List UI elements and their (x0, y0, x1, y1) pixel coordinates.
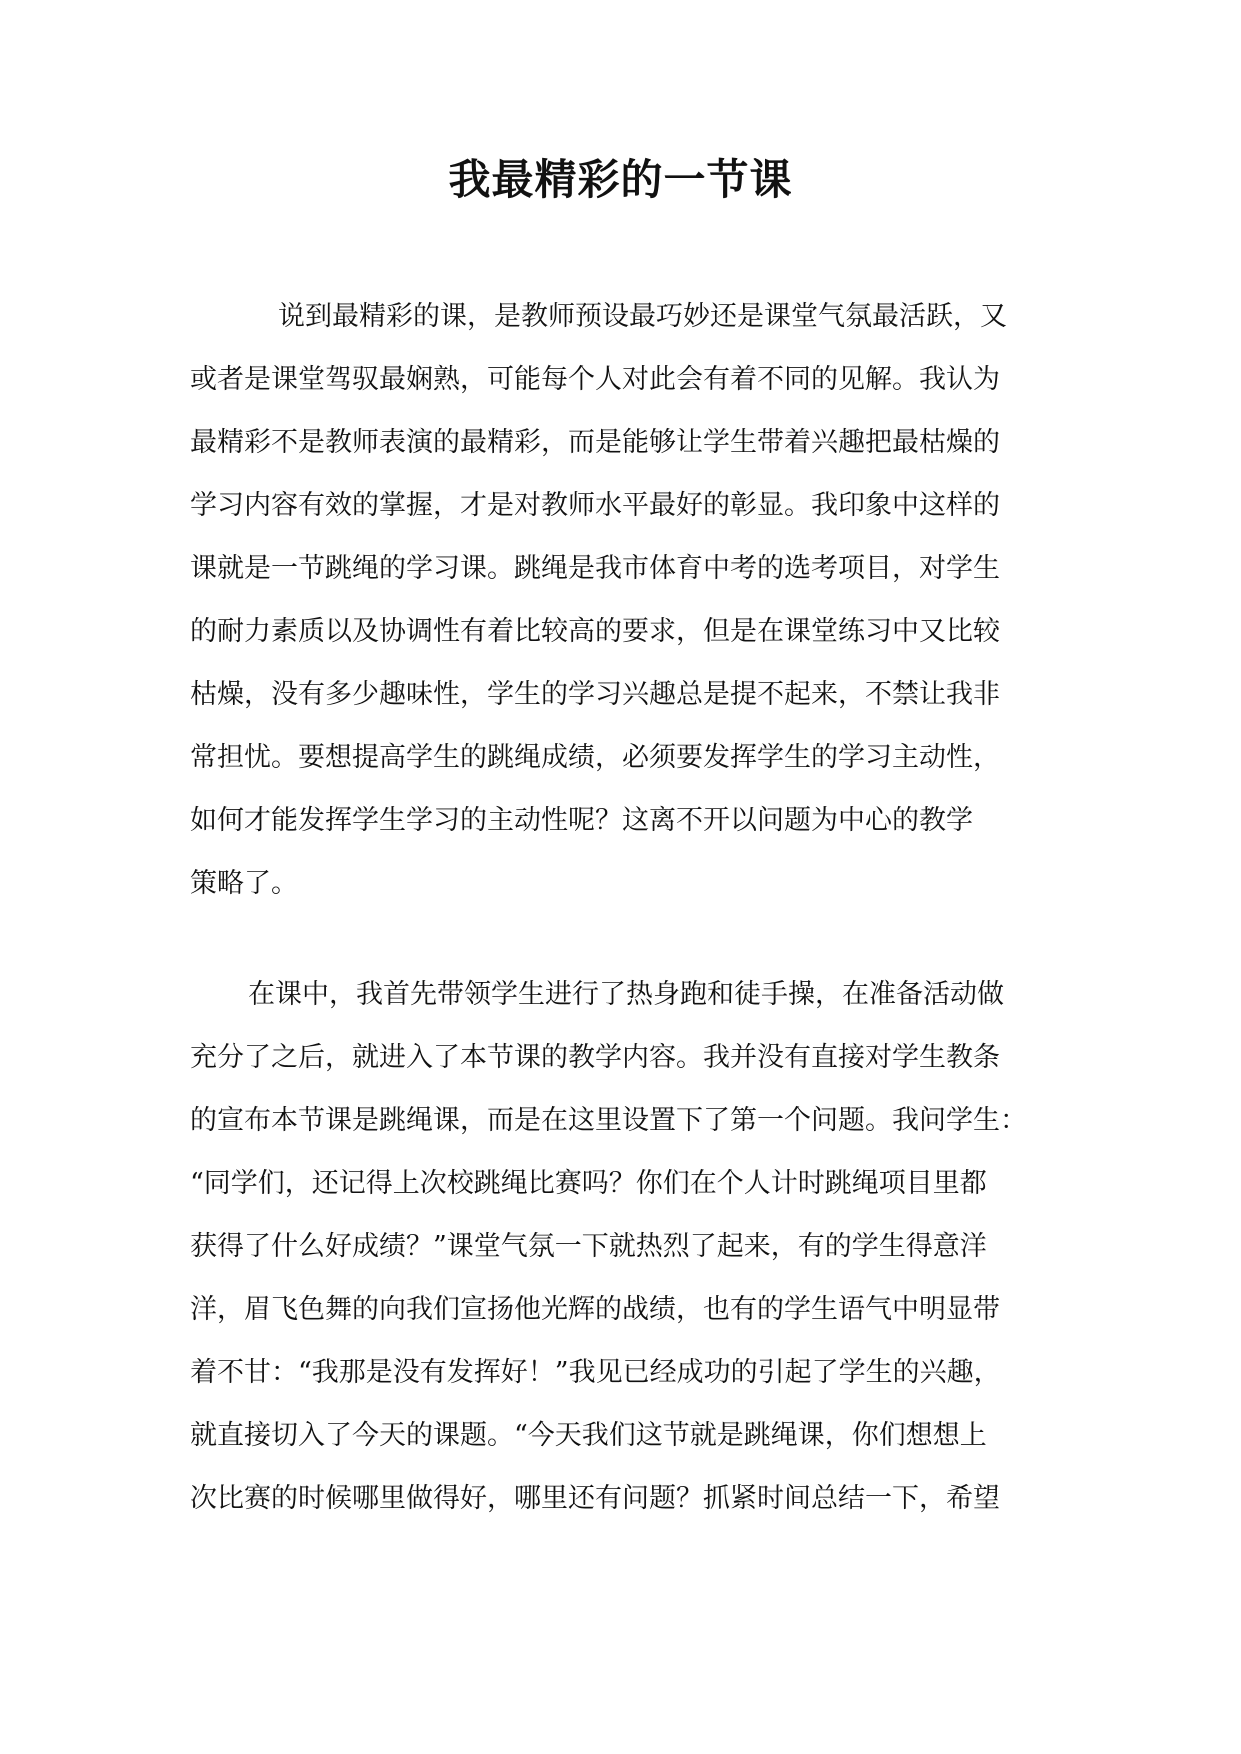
text-line: 枯燥，没有多少趣味性，学生的学习兴趣总是提不起来，不禁让我非 (190, 679, 1000, 710)
text-line: 如何才能发挥学生学习的主动性呢？这离不开以问题为中心的教学 (190, 805, 973, 836)
text-line: 的耐力素质以及协调性有着比较高的要求，但是在课堂练习中又比较 (190, 616, 1000, 647)
paragraph-2 (190, 963, 1060, 1530)
text-line: 说到最精彩的课，是教师预设最巧妙还是课堂气氛最活跃，又 (278, 301, 1007, 332)
text-line: 常担忧。要想提高学生的跳绳成绩，必须要发挥学生的学习主动性， (190, 742, 1000, 773)
text-line: 洋，眉飞色舞的向我们宣扬他光辉的战绩，也有的学生语气中明显带 (190, 1294, 1000, 1325)
text-line: 充分了之后，就进入了本节课的教学内容。我并没有直接对学生教条 (190, 1042, 1000, 1073)
text-line: 策略了。 (190, 868, 298, 899)
text-line: 或者是课堂驾驭最娴熟，可能每个人对此会有着不同的见解。我认为 (190, 364, 1000, 395)
text-line: 获得了什么好成绩？”课堂气氛一下就热烈了起来，有的学生得意洋 (190, 1231, 987, 1262)
paragraph-1 (190, 285, 1060, 915)
text-line: 最精彩不是教师表演的最精彩，而是能够让学生带着兴趣把最枯燥的 (190, 427, 1000, 458)
text-line: 次比赛的时候哪里做得好，哪里还有问题？抓紧时间总结一下，希望 (190, 1483, 1000, 1514)
text-line: 就直接切入了今天的课题。“今天我们这节就是跳绳课，你们想想上 (190, 1420, 987, 1451)
text-line: 在课中，我首先带领学生进行了热身跑和徒手操，在准备活动做 (248, 979, 1004, 1010)
document-title: 我最精彩的一节课 (448, 155, 793, 204)
text-line: 学习内容有效的掌握，才是对教师水平最好的彰显。我印象中这样的 (190, 490, 1000, 521)
text-line: 着不甘：“我那是没有发挥好！”我见已经成功的引起了学生的兴趣， (190, 1357, 1001, 1388)
text-line: 课就是一节跳绳的学习课。跳绳是我市体育中考的选考项目，对学生 (190, 553, 1000, 584)
text-line: 的宣布本节课是跳绳课，而是在这里设置下了第一个问题。我问学生： (190, 1105, 1027, 1136)
text-line: “同学们，还记得上次校跳绳比赛吗？你们在个人计时跳绳项目里都 (190, 1168, 987, 1199)
